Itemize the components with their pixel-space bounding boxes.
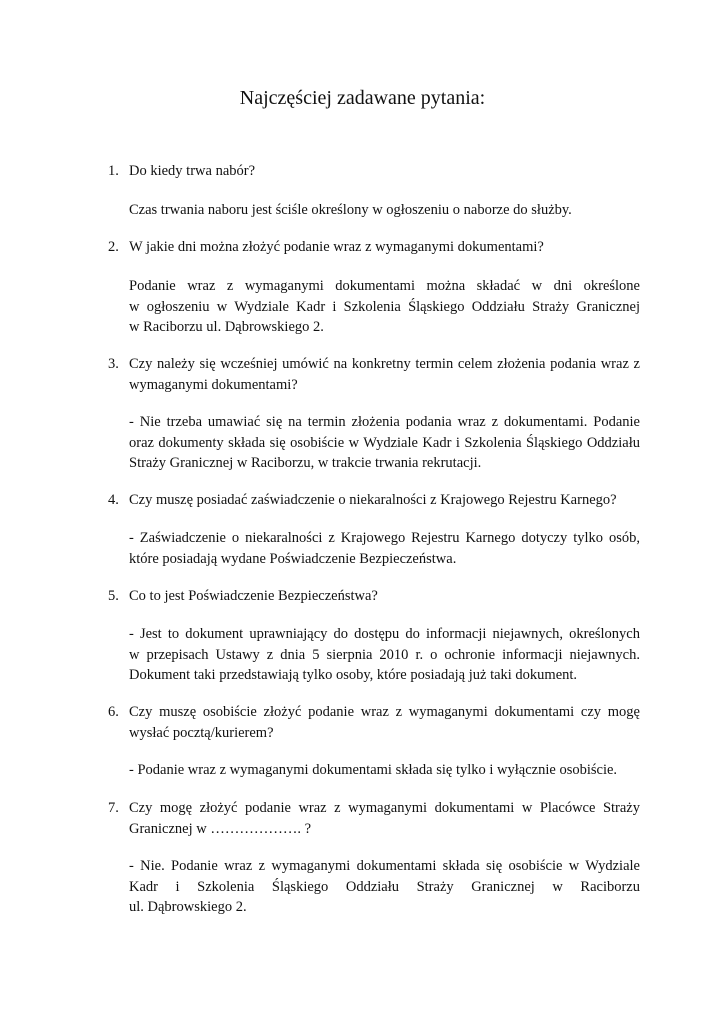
question-number: 4. [108, 492, 119, 508]
faq-question-3 [108, 354, 640, 395]
question-text: Czy muszę posiadać zaświadczenie o niekaralności z Krajowego Rejestru Karnego? [129, 492, 617, 508]
answer-line: w ogłoszeniu w Wydziale Kadr i Szkolenia Śląskiego Oddziału Straży Granicznej [129, 298, 640, 315]
question-number: 6. [108, 704, 119, 720]
faq-answer-4 [129, 528, 640, 569]
question-text: Czy należy się wcześniej umówić na konkretny termin celem złożenia podania wraz z wymaganymi dokumentami? [129, 356, 640, 393]
answer-line: oraz dokumenty składa się osobiście w Wydziale Kadr i Szkolenia Śląskiego Oddziału [129, 434, 640, 451]
question-text: W jakie dni można złożyć podanie wraz z wymaganymi dokumentami? [129, 239, 544, 255]
question-number: 1. [108, 163, 119, 179]
faq-answer-7 [129, 856, 640, 918]
answer-line: - Nie trzeba umawiać się na termin złożenia podania wraz z dokumentami. Podanie [129, 414, 640, 430]
faq-question-1 [108, 161, 640, 182]
answer-line: w Raciborzu ul. Dąbrowskiego 2. [129, 319, 324, 335]
faq-question-6 [108, 702, 640, 743]
answer-line: w przepisach Ustawy z dnia 5 sierpnia 2010 r. o ochronie informacji niejawnych. [129, 646, 640, 663]
faq-question-2 [108, 237, 640, 258]
answer-line: ul. Dąbrowskiego 2. [129, 899, 247, 915]
answer-line: Kadr i Szkolenia Śląskiego Oddziału Straży Granicznej w Raciborzu [129, 878, 640, 895]
answer-line: Podanie wraz z wymaganymi dokumentami można składać w dni określone [129, 278, 640, 294]
question-number: 7. [108, 800, 119, 816]
faq-answer-3 [129, 412, 640, 474]
question-text: Czy mogę złożyć podanie wraz z wymaganymi dokumentami w Placówce Straży Granicznej w ………………. ? [129, 800, 640, 837]
question-text: Czy muszę osobiście złożyć podanie wraz z wymaganymi dokumentami czy mogę wysłać pocztą/kurierem? [129, 704, 640, 741]
question-text: Do kiedy trwa nabór? [129, 163, 256, 179]
answer-line: - Jest to dokument uprawniający do dostępu do informacji niejawnych, określonych [129, 626, 640, 642]
faq-answer-2 [129, 276, 640, 338]
page-title: Najczęściej zadawane pytania: [239, 87, 486, 109]
faq-question-4 [108, 490, 640, 511]
answer-line: - Nie. Podanie wraz z wymaganymi dokumentami składa się osobiście w Wydziale [129, 858, 640, 874]
question-number: 2. [108, 239, 119, 255]
question-number: 3. [108, 356, 119, 372]
faq-question-5 [108, 586, 640, 607]
faq-answer-1 [129, 200, 640, 221]
answer-line: które posiadają wydane Poświadczenie Bezpieczeństwa. [129, 550, 457, 567]
faq-question-7 [108, 798, 640, 839]
faq-answer-5 [129, 624, 640, 686]
question-text: Co to jest Poświadczenie Bezpieczeństwa? [129, 588, 378, 604]
answer-line: Dokument taki przedstawiają tylko osoby, które posiadają już taki dokument. [129, 667, 578, 683]
faq-answer-6 [129, 760, 640, 781]
answer-line: Straży Granicznej w Raciborzu, w trakcie trwania rekrutacji. [129, 455, 482, 471]
answer-line: - Zaświadczenie o niekaralności z Krajowego Rejestru Karnego dotyczy tylko osób, [129, 530, 640, 546]
answer-line: - Podanie wraz z wymaganymi dokumentami składa się tylko i wyłącznie osobiście. [129, 762, 618, 778]
answer-line: Czas trwania naboru jest ściśle określony w ogłoszeniu o naborze do służby. [129, 202, 572, 218]
question-number: 5. [108, 588, 119, 604]
